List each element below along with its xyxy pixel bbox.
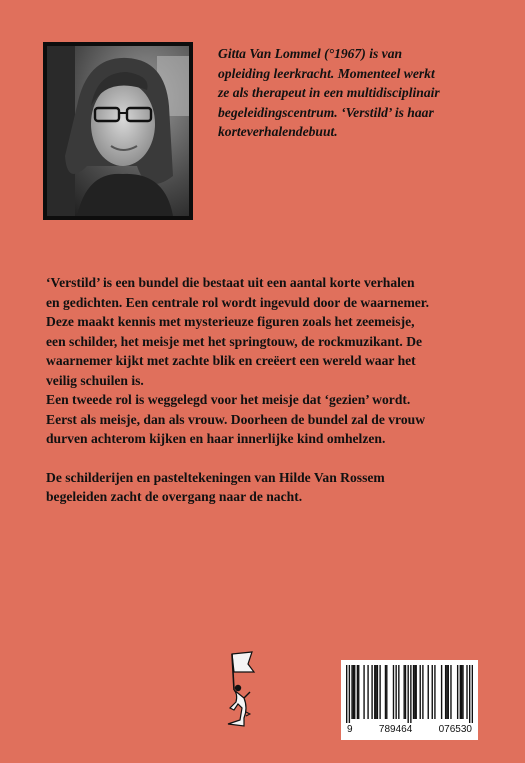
barcode-bar [386, 665, 387, 719]
barcode-bar [379, 665, 380, 719]
barcode-bar [414, 665, 415, 719]
barcode-bar [420, 665, 421, 719]
barcode-bar [349, 665, 350, 723]
barcode-bar [460, 665, 461, 719]
blurb-line: waarnemer kijkt met zachte blik en creëert een wereld waar het [46, 353, 416, 368]
author-portrait-icon [47, 46, 189, 216]
barcode-bar [445, 665, 446, 719]
bio-line: opleiding leerkracht. Momenteel werkt [218, 65, 435, 81]
barcode-bar [405, 665, 406, 719]
barcode-bar [469, 665, 470, 723]
barcode-bar [393, 665, 394, 719]
barcode-bar [354, 665, 355, 719]
barcode-bar [466, 665, 467, 719]
barcode-digit-group: 9 [347, 724, 353, 735]
barcode-bar [472, 665, 473, 723]
barcode-bar [377, 665, 378, 719]
bio-line: Gitta Van Lommel (°1967) is van [218, 46, 403, 61]
barcode-bar [353, 665, 354, 719]
barcode-bar [413, 665, 414, 719]
blurb-line: veilig schuilen is. [46, 372, 144, 388]
barcode-bar [446, 665, 447, 719]
barcode-bar [357, 665, 358, 719]
barcode-bar [422, 665, 423, 719]
barcode-bar [428, 665, 429, 719]
barcode-digits [346, 724, 473, 736]
blurb-line: ‘Verstild’ is een bundel die bestaat uit een aantal korte verhalen [46, 275, 415, 290]
blurb-line: begeleiden zacht de overgang naar de nacht. [46, 489, 303, 504]
barcode-bar [403, 665, 404, 719]
bio-line: begeleidingscentrum. ‘Verstild’ is haar [218, 104, 434, 120]
publisher-logo [218, 650, 258, 730]
blurb-line: Eerst als meisje, dan als vrouw. Doorheen de bundel zal de vrouw [46, 411, 426, 427]
flag-bearer-figure-logo-icon [218, 650, 258, 730]
isbn-barcode [341, 660, 478, 740]
barcode-bar [398, 665, 399, 719]
barcode-bar [434, 665, 435, 719]
blurb-paragraph-2 [46, 468, 506, 507]
barcode-bar [371, 665, 372, 719]
blurb-line: Een tweede rol is weggelegd voor het meisje dat ‘gezien’ wordt. [46, 392, 411, 407]
barcode-bar [441, 665, 442, 719]
blurb-line: De schilderijen en pasteltekeningen van Hilde Van Rossem [46, 469, 385, 485]
barcode-bar [395, 665, 396, 719]
barcode-bar [351, 665, 352, 719]
barcode-bar [432, 665, 433, 719]
barcode-bar [374, 665, 375, 719]
bio-line: korteverhalendebuut. [218, 124, 338, 139]
blurb-line: en gedichten. Een centrale rol wordt ingevuld door de waarnemer. [46, 294, 429, 310]
blurb-paragraph-1 [46, 273, 506, 449]
blurb-line: een schilder, het meisje met het springtouw, de rockmuzikant. De [46, 333, 423, 349]
barcode-bar [416, 665, 417, 719]
barcode-bar [375, 665, 376, 719]
barcode-bar [457, 665, 458, 719]
barcode-bar [448, 665, 449, 719]
barcode-bar [363, 665, 364, 719]
barcode-bars [346, 665, 473, 723]
barcode-bar [462, 665, 463, 719]
barcode-bar [410, 665, 411, 723]
barcode-bar [367, 665, 368, 719]
barcode-bar [358, 665, 359, 719]
barcode-digit-group: 789464 [378, 724, 413, 735]
barcode-bar [407, 665, 408, 723]
book-blurb [46, 273, 506, 507]
author-photo [43, 42, 193, 220]
barcode-bar [346, 665, 347, 723]
barcode-digit-group: 076530 [438, 724, 472, 735]
barcode-bar [461, 665, 462, 719]
author-bio [218, 44, 518, 142]
blurb-line: Deze maakt kennis met mysterieuze figuren zoals het zeemeisje, [46, 314, 415, 329]
bio-line: ze als therapeut in een multidisciplinair [218, 85, 440, 100]
blurb-line: durven achterom kijken en haar innerlijke kind omhelzen. [46, 431, 386, 446]
barcode-bar [385, 665, 386, 719]
barcode-bar [450, 665, 451, 719]
